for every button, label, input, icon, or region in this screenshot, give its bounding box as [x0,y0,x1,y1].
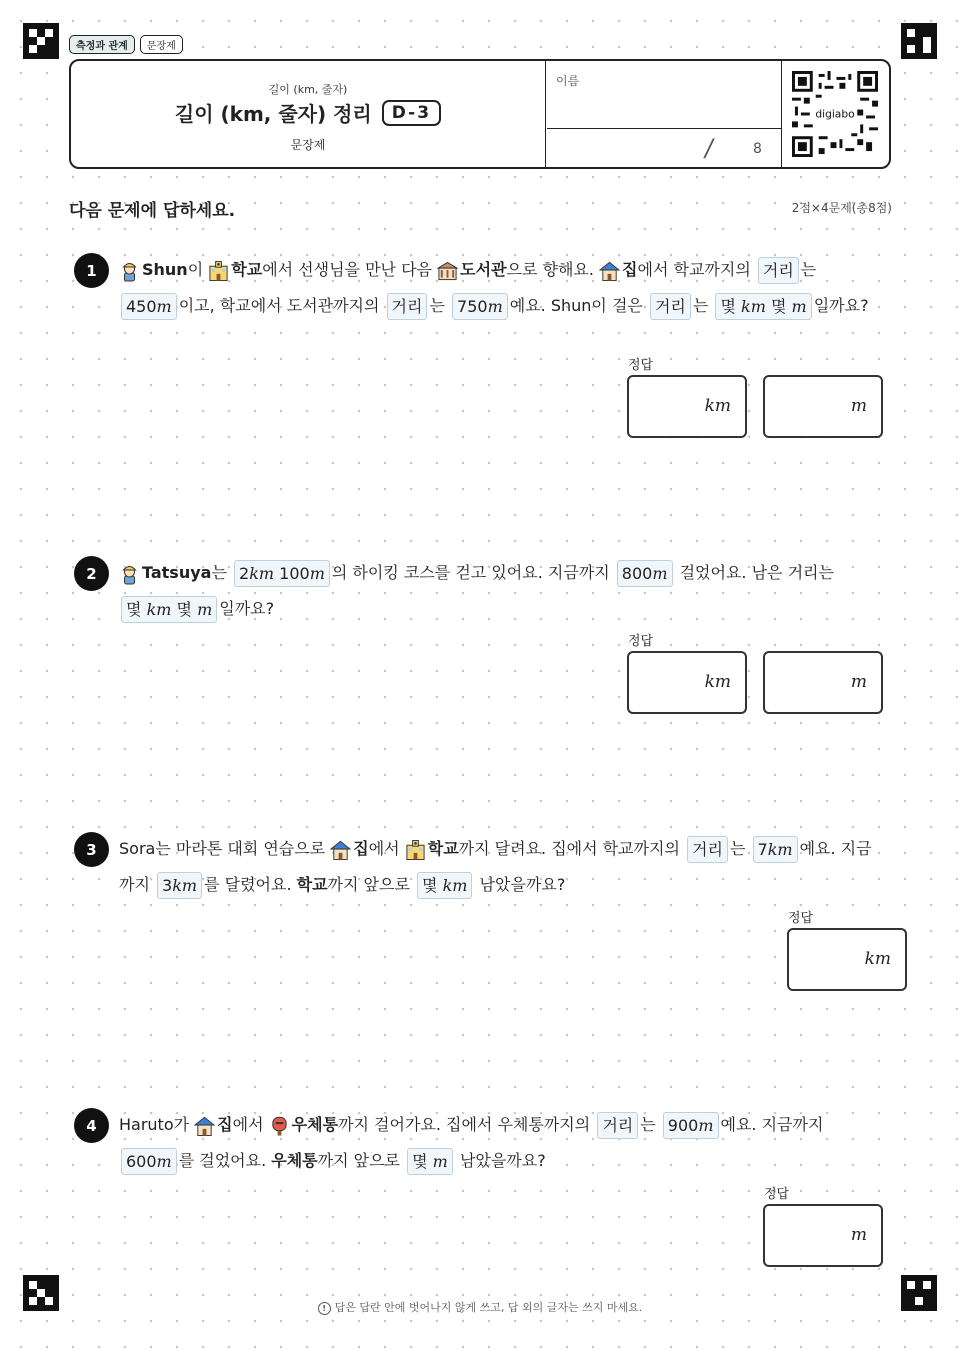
name-label: 이름 [556,74,580,88]
worksheet-subtitle: 길이 (km, 줄자) [268,83,348,96]
unknown-chip: 몇 m [407,1148,453,1175]
score-slash: / [702,134,716,162]
answer-box-km[interactable]: km [787,928,907,991]
unknown-chip: 몇 km 몇 m [121,596,217,623]
term-chip: 거리 [387,293,428,320]
answer-label: 정답 [764,1187,790,1202]
worksheet-header [69,59,891,169]
term-chip: 거리 [597,1112,638,1139]
value-chip: 3km [157,872,202,899]
value-chip: 900m [663,1112,719,1139]
name-field[interactable] [547,61,782,129]
tag-type: 문장제 [140,35,183,54]
child-icon [119,260,140,282]
score-field[interactable] [547,129,782,167]
info-icon: ! [318,1302,331,1315]
school-icon [208,260,229,282]
corner-marker-top-left [23,23,59,59]
question-text: Sora는 마라톤 대회 연습으로 집에서 학교까지 달려요. 집에서 학교까지의 거리 는 7km 예요. 지금까지 3km 를 달렸어요. 학교까지 앞으로 몇 km 남았을까요? [119,831,879,903]
answer-box-m[interactable]: m [763,651,883,714]
unknown-chip: 몇 km [417,872,472,899]
unknown-chip: 몇 km 몇 m [715,293,811,320]
instructions: 다음 문제에 답하세요. [69,201,236,221]
question-number: 3 [74,832,109,867]
question-text: Tatsuya는 2km 100m 의 하이킹 코스를 걷고 있어요. 지금까지 800m 걸었어요. 남은 거리는 몇 km 몇 m 일까요? [119,555,879,627]
question-number: 4 [74,1108,109,1143]
worksheet-code: D-3 [382,100,441,126]
answer-label: 정답 [628,358,654,373]
house-icon [599,260,620,282]
postbox-icon [269,1115,290,1137]
footer-note: ! 답은 답란 안에 벗어나지 않게 쓰고, 답 외의 글자는 쓰지 마세요. [0,1299,960,1315]
worksheet-type: 문장제 [290,138,326,152]
house-icon [194,1115,215,1137]
worksheet-title: 길이 (km, 줄자) 정리 [174,102,372,126]
value-chip: 450m [121,293,177,320]
term-chip: 거리 [758,257,799,284]
library-icon [437,260,458,282]
value-chip: 800m [617,560,673,587]
value-chip: 2km 100m [234,560,330,587]
question-number: 2 [74,556,109,591]
answer-box-km[interactable]: km [627,651,747,714]
answer-label: 정답 [628,634,654,649]
score-total: 8 [753,141,762,157]
corner-marker-top-right [901,23,937,59]
house-icon [330,839,351,861]
question-text: Haruto가 집에서 우체통까지 걸어가요. 집에서 우체통까지의 거리 는 900m 예요. 지금까지 600m 를 걸었어요. 우체통까지 앞으로 몇 m 남았을까요? [119,1107,879,1179]
svg-text:digiabo: digiabo [815,107,855,121]
qr-code-icon [792,71,878,157]
question-text: Shun이 학교에서 선생님을 만난 다음 도서관으로 향해요. 집에서 학교까지의 거리 는 450m 이고, 학교에서 도서관까지의 거리 는 750m 예요. Shun이 걸은 거리 는 몇 km 몇 m 일까요? [119,252,879,324]
value-chip: 750m [452,293,508,320]
answer-label: 정답 [788,911,814,926]
answer-box-km[interactable]: km [627,375,747,438]
school-icon [405,839,426,861]
points-info: 2점×4문제(총8점) [791,201,892,215]
answer-box-m[interactable]: m [763,1204,883,1267]
title-block [71,61,546,167]
answer-box-m[interactable]: m [763,375,883,438]
value-chip: 7km [753,836,798,863]
child-icon [119,563,140,585]
value-chip: 600m [121,1148,177,1175]
term-chip: 거리 [650,293,691,320]
category-tags [69,35,183,54]
question-number: 1 [74,253,109,288]
term-chip: 거리 [687,836,728,863]
tag-category: 측정과 관계 [69,35,135,54]
